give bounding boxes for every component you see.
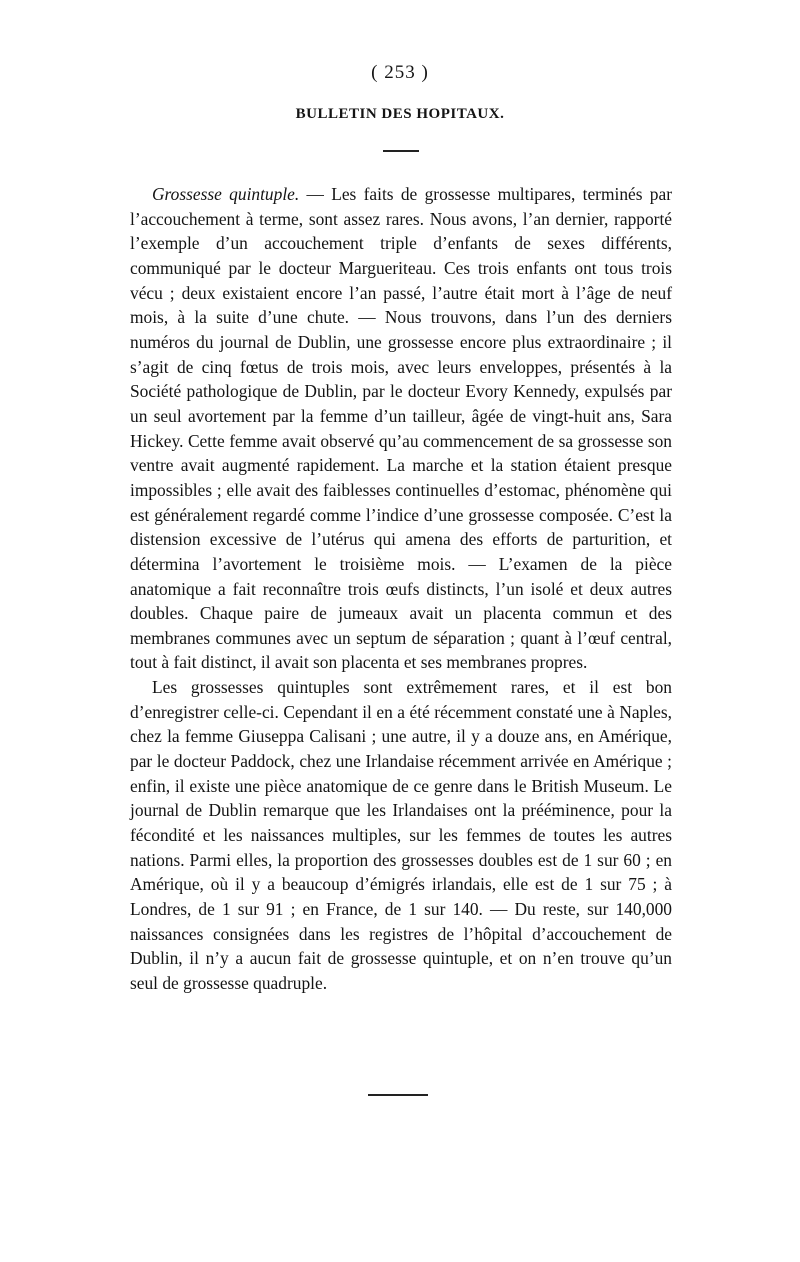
paragraph-2 — [130, 675, 672, 996]
paragraph-text: — Les faits de grossesse multipares, terminés par l’accouchement à terme, sont assez rares. Nous avons, l’an dernier, rapporté l’exemple d’un accouchement triple d’enfants de sexes différents, communiqué par le docteur Margueriteau. Ces trois enfants ont tous trois vécu ; deux existaient encore l’an passé, l’autre était mort à l’âge de neuf mois, à la suite d’une chute. — Nous trouvons, dans l’un des derniers numéros du journal de Dublin, une grossesse encore plus extraordinaire ; il s’agit de cinq fœtus de trois mois, avec leurs enveloppes, présentés à la Société pathologique de Dublin, par le docteur Evory Kennedy, expulsés par un seul avortement par la femme d’un tailleur, âgée de vingt-huit ans, Sara Hickey. Cette femme avait observé qu’au commencement de sa grossesse son ventre avait augmenté rapidement. La marche et la station étaient presque impossibles ; elle avait des faiblesses continuelles d’estomac, phénomène qui est généralement regardé comme l’indice d’une grossesse composée. C’est la distension excessive de l’utérus qui amena des efforts de parturition, et détermina l’avortement le troisième mois. — L’examen de la pièce anatomique a fait reconnaître trois œufs distincts, l’un isolé et deux autres doubles. Chaque paire de jumeaux avait un placenta commun et des membranes communes avec un septum de séparation ; quant à l’œuf central, tout à fait distinct, il avait son placenta et ses membranes propres. — [130, 184, 673, 673]
section-header: BULLETIN DES HOPITAUX. — [295, 106, 505, 122]
paragraph-text: Les grossesses quintuples sont extrêmement rares, et il est bon d’enregistrer celle-ci. Cependant il en a été récemment constaté une à Naples, chez la femme Giuseppa Calisani ; une autre, il y a douze ans, en Amérique, par le docteur Paddock, chez une Irlandaise récemment arrivée en Amérique ; enfin, il existe une pièce anatomique de ce genre dans le British Museum. Le journal de Dublin remarque que les Irlandaises ont la prééminence, pour la fécondité et les naissances multiples, sur les femmes de toutes les autres nations. Parmi elles, la proportion des grossesses doubles est de 1 sur 60 ; en Amérique, où il y a beaucoup d’émigrés irlandais, elle est de 1 sur 75 ; à Londres, de 1 sur 91 ; en France, de 1 sur 140. — Du reste, sur 140,000 naissances consignées dans les registres de l’hôpital d’accouchement de Dublin, il n’y a aucun fait de grossesse quintuple, et on n’en trouve qu’un seul de grossesse quadruple. — [130, 677, 672, 993]
paragraph-1 — [130, 182, 672, 675]
end-rule — [368, 1094, 428, 1096]
paragraph-title: Grossesse quintuple. — [152, 184, 300, 204]
page-number: ( 253 ) — [371, 62, 429, 83]
article-body — [130, 182, 672, 996]
header-rule — [383, 150, 419, 152]
